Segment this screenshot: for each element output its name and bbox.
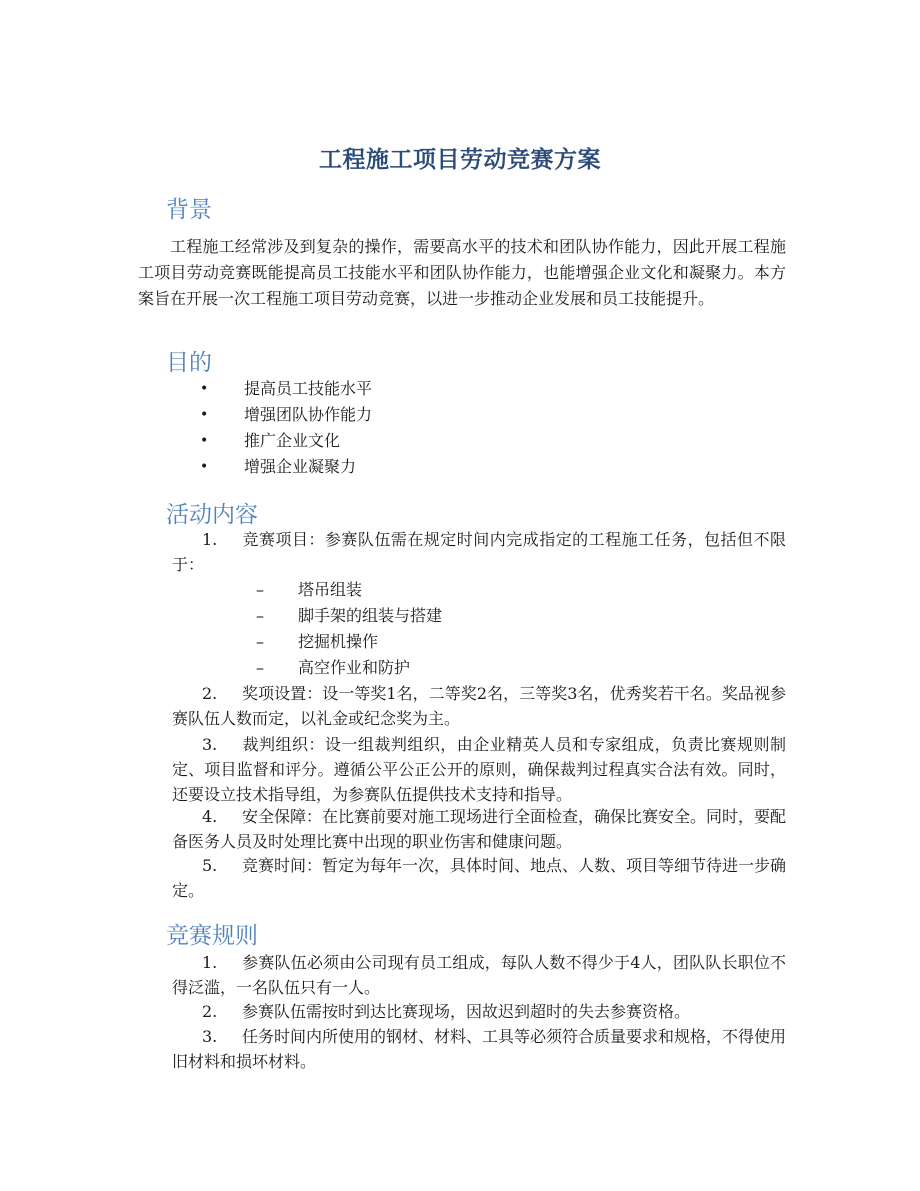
item-number: 1. bbox=[202, 953, 218, 972]
item-text: 竞赛项目：参赛队伍需在规定时间内完成指定的工程施工任务，包括但不限于： bbox=[172, 530, 786, 574]
list-item bbox=[200, 376, 372, 402]
dash-icon: – bbox=[256, 580, 264, 599]
item-text: 任务时间内所使用的钢材、材料、工具等必须符合质量要求和规格，不得使用旧材料和损坏材料。 bbox=[172, 1027, 787, 1071]
dash-icon: – bbox=[256, 632, 264, 651]
item-number: 2. bbox=[202, 1002, 218, 1021]
activity-item-2 bbox=[172, 681, 786, 731]
rule-item-3 bbox=[172, 1024, 786, 1074]
dash-icon: – bbox=[256, 658, 264, 677]
item-text: 参赛队伍需按时到达比赛现场，因故迟到超时的失去参赛资格。 bbox=[242, 1002, 691, 1021]
rule-item-2 bbox=[172, 999, 786, 1024]
list-item bbox=[200, 402, 372, 428]
list-item-text: 增强团队协作能力 bbox=[244, 405, 373, 424]
item-number: 3. bbox=[202, 735, 218, 754]
section-heading-activities: 活动内容 bbox=[166, 502, 258, 528]
activity-item-4 bbox=[172, 804, 786, 854]
item-text: 竞赛时间：暂定为每年一次，具体时间、地点、人数、项目等细节待进一步确定。 bbox=[172, 856, 787, 900]
document-title: 工程施工项目劳动竞赛方案 bbox=[319, 147, 601, 173]
section-heading-rules: 竞赛规则 bbox=[166, 923, 258, 949]
list-item-text: 脚手架的组装与搭建 bbox=[298, 606, 443, 625]
bullet-icon: • bbox=[200, 459, 209, 475]
item-number: 5. bbox=[202, 856, 218, 875]
list-item-text: 高空作业和防护 bbox=[298, 658, 411, 677]
bullet-icon: • bbox=[200, 407, 209, 423]
list-item-text: 推广企业文化 bbox=[244, 431, 341, 450]
list-item-text: 挖掘机操作 bbox=[298, 632, 379, 651]
activity-sub-list bbox=[256, 577, 442, 681]
list-item bbox=[256, 577, 442, 603]
section-heading-purpose: 目的 bbox=[166, 350, 212, 376]
activity-item-5 bbox=[172, 853, 786, 903]
item-number: 4. bbox=[202, 807, 218, 826]
list-item bbox=[256, 603, 442, 629]
item-text: 奖项设置：设一等奖1名，二等奖2名，三等奖3名，优秀奖若干名。奖品视参赛队伍人数而定，以礼金或纪念奖为主。 bbox=[172, 684, 786, 728]
purpose-list bbox=[200, 376, 372, 480]
list-item-text: 提高员工技能水平 bbox=[244, 379, 373, 398]
dash-icon: – bbox=[256, 606, 264, 625]
list-item-text: 增强企业凝聚力 bbox=[244, 457, 357, 476]
item-text: 安全保障：在比赛前要对施工现场进行全面检查，确保比赛安全。同时，要配备医务人员及时处理比赛中出现的职业伤害和健康问题。 bbox=[172, 807, 787, 851]
item-number: 1. bbox=[202, 530, 218, 549]
item-text: 参赛队伍必须由公司现有员工组成，每队人数不得少于4人，团队队长职位不得泛滥，一名队伍只有一人。 bbox=[172, 953, 786, 997]
list-item-text: 塔吊组装 bbox=[298, 580, 363, 599]
item-text: 裁判组织：设一组裁判组织，由企业精英人员和专家组成，负责比赛规则制定、项目监督和评分。遵循公平公正公开的原则，确保裁判过程真实合法有效。同时，还要设立技术指导组，为参赛队伍提供技术支持和指导。 bbox=[172, 735, 786, 804]
background-paragraph: 工程施工经常涉及到复杂的操作，需要高水平的技术和团队协作能力，因此开展工程施工项目劳动竞赛既能提高员工技能水平和团队协作能力，也能增强企业文化和凝聚力。本方案旨在开展一次工程施工项目劳动竞赛，以进一步推动企业发展和员工技能提升。 bbox=[138, 237, 786, 308]
bullet-icon: • bbox=[200, 381, 209, 397]
item-number: 2. bbox=[202, 684, 218, 703]
bullet-icon: • bbox=[200, 433, 209, 449]
list-item bbox=[200, 454, 372, 480]
activity-item-1 bbox=[172, 527, 786, 577]
list-item bbox=[256, 655, 442, 681]
item-number: 3. bbox=[202, 1027, 218, 1046]
activity-item-3 bbox=[172, 732, 786, 807]
list-item bbox=[200, 428, 372, 454]
section-heading-background: 背景 bbox=[166, 197, 212, 223]
list-item bbox=[256, 629, 442, 655]
rule-item-1 bbox=[172, 950, 786, 1000]
